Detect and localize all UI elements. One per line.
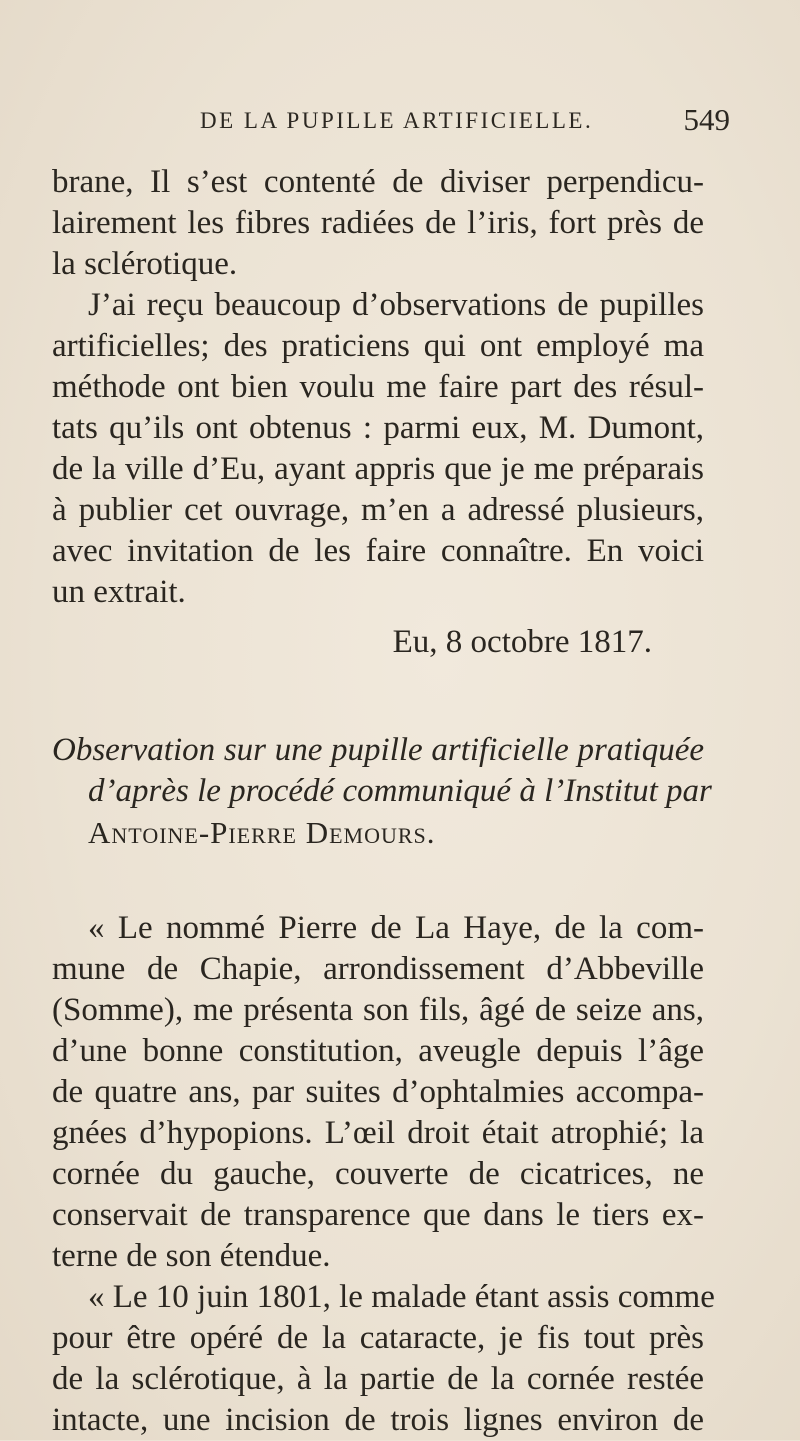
paragraph-operation: [52, 1277, 715, 1441]
text-line: conservait de transparence que dans le tiers ex-: [52, 1197, 704, 1233]
text-line: J’ai reçu beaucoup d’observations de pupilles: [88, 287, 704, 323]
text-line: la sclérotique.: [52, 246, 238, 282]
text-line: cornée du gauche, couverte de cicatrices, ne: [52, 1156, 704, 1192]
author-name: Antoine-Pierre Demours.: [88, 815, 436, 850]
text-line: un extrait.: [52, 574, 186, 610]
text-line: de quatre ans, par suites d’ophtalmies accompa-: [52, 1074, 704, 1110]
text-line: de la ville d’Eu, ayant appris que je me préparais: [52, 451, 704, 487]
text-line: lairement les fibres radiées de l’iris, fort près de: [52, 205, 704, 241]
text-line: terne de son étendue.: [52, 1238, 331, 1274]
text-line: artificielles; des praticiens qui ont employé ma: [52, 328, 704, 364]
dateline-text: Eu, 8 octobre 1817.: [392, 624, 652, 660]
text-line: d’une bonne constitution, aveugle depuis l’âge: [52, 1033, 704, 1069]
page-number: 549: [683, 102, 730, 137]
text-line: « Le 10 juin 1801, le malade étant assis comme: [88, 1279, 715, 1315]
text-line: intacte, une incision de trois lignes environ de: [52, 1402, 704, 1438]
observation-title: [52, 730, 712, 812]
text-line: à publier cet ouvrage, m’en a adressé plusieurs,: [52, 492, 704, 528]
paragraph-observations: [52, 285, 704, 613]
text-line: gnées d’hypopions. L’œil droit était atrophié; la: [52, 1115, 704, 1151]
text-line: mune de Chapie, arrondissement d’Abbeville: [52, 951, 704, 987]
title-line: d’après le procédé communiqué à l’Institut par: [88, 773, 712, 809]
text-line: avec invitation de les faire connaître. En voici: [52, 533, 704, 569]
observation-author: [52, 812, 704, 853]
text-line: méthode ont bien voulu me faire part des résul-: [52, 369, 704, 405]
text-line: tats qu’ils ont obtenus : parmi eux, M. Dumont,: [52, 410, 704, 446]
running-title: DE LA PUPILLE ARTIFICIELLE.: [200, 108, 594, 133]
dateline: [52, 622, 652, 663]
text-line: (Somme), me présenta son fils, âgé de seize ans,: [52, 992, 704, 1028]
text-line: brane, Il s’est contenté de diviser perpendicu-: [52, 164, 704, 200]
paragraph-case: [52, 908, 704, 1277]
text-line: pour être opéré de la cataracte, je fis tout près: [52, 1320, 704, 1356]
title-line: Observation sur une pupille artificielle pratiquée: [52, 732, 704, 768]
text-line: « Le nommé Pierre de La Haye, de la com-: [88, 910, 704, 946]
text-line: de la sclérotique, à la partie de la cornée restée: [52, 1361, 704, 1397]
paragraph-continuation: [52, 162, 704, 285]
